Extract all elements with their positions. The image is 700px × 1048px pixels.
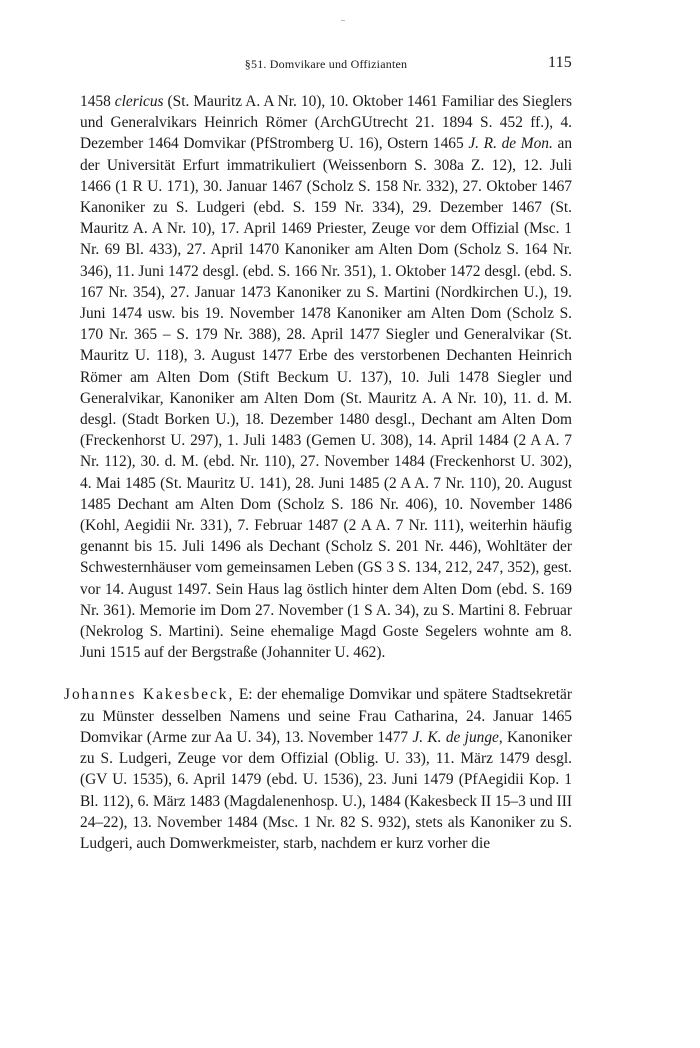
running-head <box>80 55 572 75</box>
text-run: (St. Mauritz A. A Nr. 10), 10. Oktober 1461 Familiar des Sieglers und Generalvikars Heinrich Römer (ArchGUtrecht 21. 1894 S. 452 ff.), 4. Dezember 1464 Domvikar (PfStromberg U. 16), Ostern 1465 <box>80 93 572 153</box>
text-run: , Kanoniker zu S. Ludgeri, Zeuge vor dem Offizial (Oblig. U. 33), 11. März 1479 desgl. (GV U. 1535), 6. April 1479 (ebd. U. 1536), 23. Juni 1479 (PfAegidii Kop. 1 Bl. 112), 6. März 1483 (Magdalenenhosp. U.), 1484 (Kakesbeck II 15–3 und III 24–22), 13. November 1484 (Msc. 1 Nr. 82 S. 932), stets als Kanoniker zu S. Ludgeri, auch Domwerkmeister, starb, nachdem er kurz vorher die <box>80 728 572 852</box>
running-title: §51. Domvikare und Offizianten <box>244 57 408 71</box>
italic-term: clericus <box>114 93 164 110</box>
scan-mark <box>341 20 345 21</box>
text-run: E: der ehemalige Domvikar und spätere Stadtsekretär zu Münster desselben Namens und seine Frau Catharina, 24. Januar 1465 Domvikar (Arme zur Aa U. 34), 13. November 1477 <box>80 686 572 746</box>
page-number: 115 <box>547 54 572 71</box>
italic-term: J. K. de junge <box>412 728 499 746</box>
entry-name: Johannes Kakesbeck, <box>64 686 235 704</box>
text-run: an der Universität Erfurt immatrikuliert (Weissenborn S. 308a Z. 12), 12. Juli 1466 (1 R U. 171), 30. Januar 1467 (Scholz S. 158 Nr. 332), 27. Oktober 1467 Kanoniker zu S. Ludgeri (ebd. S. 159 Nr. 334), 29. Dezember 1467 (St. Mauritz A. A Nr. 10), 17. April 1469 Priester, Zeuge vor dem Offizial (Msc. 1 Nr. 69 Bl. 433), 27. April 1470 Kanoniker am Alten Dom (Scholz S. 164 Nr. 346), 11. Juni 1472 desgl. (ebd. S. 166 Nr. 351), 1. Oktober 1472 desgl. (ebd. S. 167 Nr. 354), 27. Januar 1473 Kanoniker zu S. Martini (Nordkirchen U.), 19. Juni 1474 usw. bis 19. November 1478 Kanoniker am Alten Dom (Scholz S. 170 Nr. 365 – S. 179 Nr. 388), 28. April 1477 Siegler und Generalvikar (St. Mauritz U. 118), 3. August 1477 Erbe des verstorbenen Dechanten Heinrich Römer am Alten Dom (Stift Beckum U. 137), 10. Juli 1478 Siegler und Generalvikar, Kanoniker am Alten Dom (St. Mauritz A. A Nr. 10), 11. d. M. desgl. (Stadt Borken U.), 18. Dezember 1480 desgl., Dechant am Alten Dom (Freckenhorst U. 297), 1. Juli 1483 (Gemen U. 308), 14. April 1484 (2 A A. 7 Nr. 112), 30. d. M. (ebd. Nr. 110), 27. November 1484 (Freckenhorst U. 302), 4. Mai 1485 (St. Mauritz U. 141), 28. Juni 1485 (2 A A. 7 Nr. 110), 20. August 1485 Dechant am Alten Dom (Scholz S. 186 Nr. 406), 10. November 1486 (Kohl, Aegidii Nr. 331), 7. Februar 1487 (2 A A. 7 Nr. 111), weiterhin häufig genannt bis 15. Juli 1496 als Dechant (Scholz S. 201 Nr. 446), Wohltäter der Schwesternhäuser vom gemeinsamen Leben (GS 3 S. 134, 212, 247, 352), gest. vor 14. August 1497. Sein Haus lag östlich hinter dem Alten Dom (ebd. S. 169 Nr. 361). Memorie im Dom 27. November (1 S A. 34), zu S. Martini 8. Februar (Nekrolog S. Martini). Seine ehemalige Magd Goste Segelers wohnte am 8. Juni 1515 auf der Bergstraße (Johanniter U. 462). <box>80 135 573 662</box>
body-text <box>64 91 573 854</box>
text-run: 1458 <box>80 93 115 110</box>
paragraph-continuation <box>80 91 572 663</box>
italic-term: J. R. de Mon. <box>468 135 553 153</box>
entry-paragraph <box>64 684 572 854</box>
